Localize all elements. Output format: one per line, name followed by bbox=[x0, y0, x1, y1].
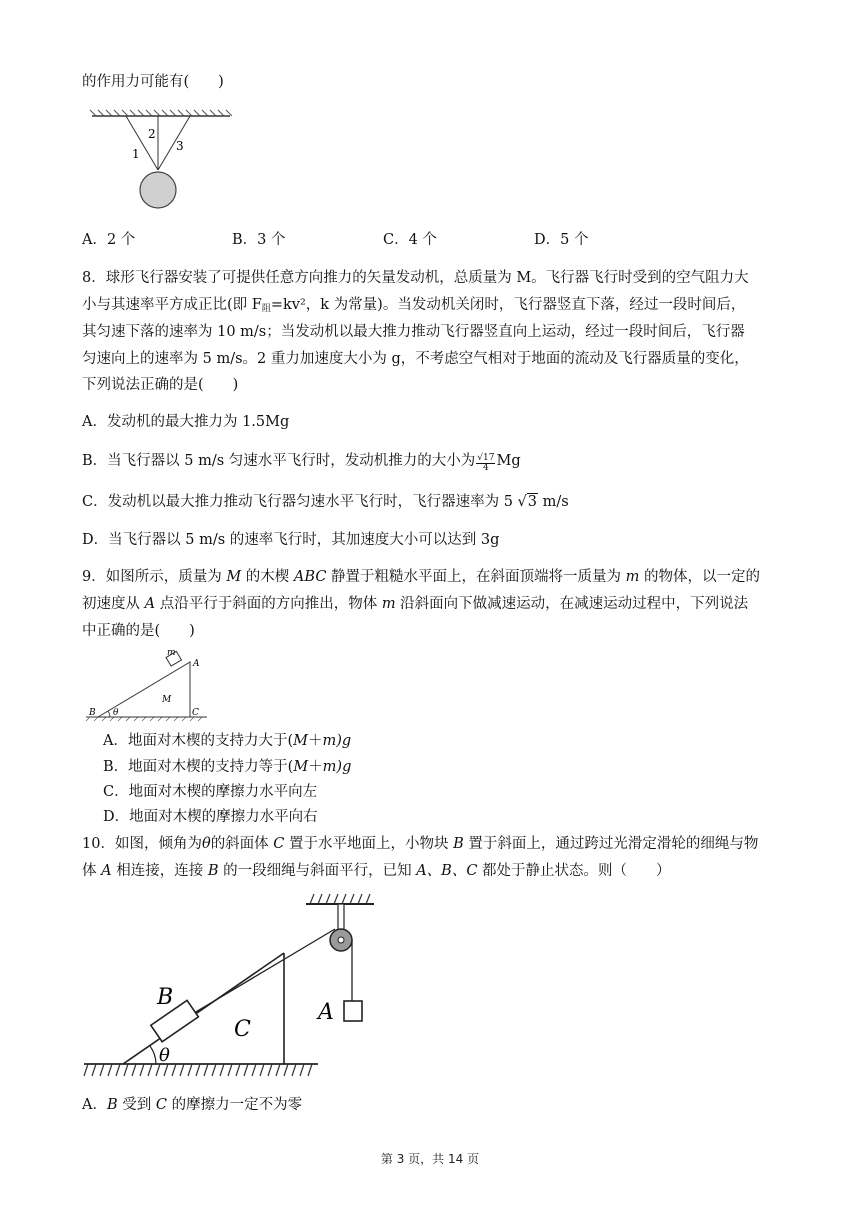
incline-label-C: C bbox=[234, 1017, 251, 1042]
q10-line-1: 10．如图，倾角为θ的斜面体 C 置于水平地面上，小物块 B 置于斜面上，通过跨过光滑定滑轮的细绳与物 bbox=[82, 836, 759, 852]
q7-option-c: C．4 个 bbox=[383, 232, 437, 248]
q9-figure-wedge bbox=[84, 644, 209, 722]
q8-option-d: D．当飞行器以 5 m/s 的速率飞行时，其加速度大小可以达到 3g bbox=[82, 532, 500, 548]
q8-line-4: 匀速向上的速率为 5 m/s。2 重力加速度大小为 g，不考虑空气相对于地面的流动及飞行器质量的变化， bbox=[82, 351, 749, 367]
q8-option-c: C．发动机以最大推力推动飞行器匀速水平飞行时，飞行器速率为 5 √3 m/s bbox=[82, 494, 569, 510]
q9-line-2: 初速度从 A 点沿平行于斜面的方向推出，物体 m 沿斜面向下做减速运动，在减速运动过程中，下列说法 bbox=[82, 596, 749, 612]
page-footer: 第 3 页，共 14 页 bbox=[380, 1152, 480, 1166]
q10-line-2: 体 A 相连接，连接 B 的一段细绳与斜面平行，已知 A、B、C 都处于静止状态。则（ ） bbox=[82, 863, 671, 879]
q9-option-d: D．地面对木楔的摩擦力水平向右 bbox=[103, 809, 318, 825]
wedge-label-m: m bbox=[167, 648, 176, 658]
q8-option-b: B．当飞行器以 5 m/s 匀速水平飞行时，发动机推力的大小为 $\frac{√17}{4}$ Mg bbox=[82, 453, 521, 473]
q8-line-1: 8．球形飞行器安装了可提供任意方向推力的矢量发动机，总质量为 M。飞行器飞行时受到的空气阻力大 bbox=[82, 270, 749, 286]
rope-label-2: 2 bbox=[148, 127, 156, 141]
q7-figure-hanging-ball bbox=[88, 108, 233, 216]
q10-figure-pulley-incline bbox=[78, 890, 378, 1082]
q7-option-a: A．2 个 bbox=[82, 232, 136, 248]
wedge-label-B: B bbox=[89, 708, 96, 718]
q9-line-3: 中正确的是( ) bbox=[82, 623, 195, 639]
q8-line-5: 下列说法正确的是( ) bbox=[82, 377, 239, 393]
q7-stem-tail: 的作用力可能有( ) bbox=[82, 74, 224, 90]
q9-option-a: A．地面对木楔的支持力大于(M＋m)g bbox=[103, 733, 352, 749]
rope-label-3: 3 bbox=[176, 139, 184, 153]
incline-label-theta: θ bbox=[159, 1045, 170, 1066]
wedge-label-M: M bbox=[162, 695, 172, 705]
q9-option-c: C．地面对木楔的摩擦力水平向左 bbox=[103, 784, 318, 800]
q10-option-a: A．B 受到 C 的摩擦力一定不为零 bbox=[82, 1097, 303, 1113]
wedge-label-C: C bbox=[192, 708, 199, 718]
q7-option-d: D．5 个 bbox=[534, 232, 589, 248]
incline-label-B: B bbox=[157, 985, 174, 1010]
q8-option-a: A．发动机的最大推力为 1.5Mg bbox=[82, 414, 290, 430]
rope-label-1: 1 bbox=[132, 147, 140, 161]
wedge-label-A: A bbox=[193, 659, 200, 669]
q7-option-b: B．3 个 bbox=[232, 232, 286, 248]
q8-line-3: 其匀速下落的速率为 10 m/s；当发动机以最大推力推动飞行器竖直向上运动，经过一段时间后，飞行器 bbox=[82, 324, 745, 340]
q9-line-1: 9．如图所示，质量为 M 的木楔 ABC 静置于粗糙水平面上，在斜面顶端将一质量为 m 的物体，以一定的 bbox=[82, 569, 760, 585]
q9-option-b: B．地面对木楔的支持力等于(M＋m)g bbox=[103, 759, 352, 775]
incline-label-A: A bbox=[318, 1000, 334, 1025]
wedge-label-theta: θ bbox=[113, 708, 119, 718]
q8-line-2: 小与其速率平方成正比(即 $F_阻=kv^2$，k 为常量)。当发动机关闭时，飞行器竖直下落，经过一段时间后， bbox=[82, 297, 746, 314]
